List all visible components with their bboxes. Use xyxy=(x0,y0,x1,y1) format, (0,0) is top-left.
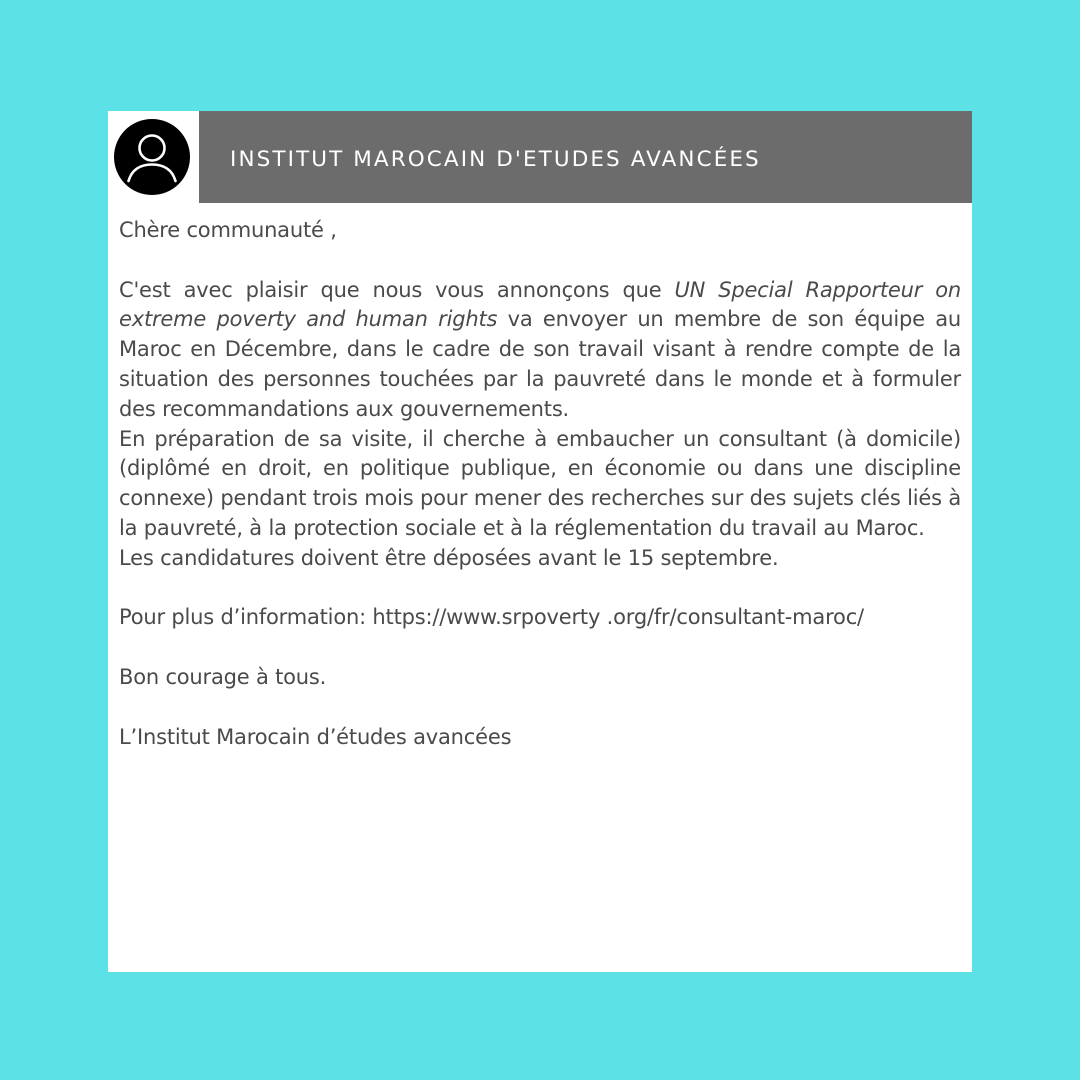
announcement-paragraph xyxy=(119,276,961,425)
header-bar xyxy=(199,111,972,203)
greeting-text: Chère communauté , xyxy=(119,218,337,242)
letter-body xyxy=(119,216,961,752)
signature-text: L’Institut Marocain d’études avancées xyxy=(119,724,512,749)
spacer xyxy=(119,693,961,723)
announcement-card xyxy=(108,111,972,972)
announcement-details: va envoyer un membre de son équipe au Maroc en Décembre, dans le cadre de son travail visant à rendre compte de la situation des personnes touchées par la pauvreté dans le monde et à formuler des recommandations aux gouvernements. xyxy=(119,307,961,421)
deadline-paragraph: Les candidatures doivent être déposées avant le 15 septembre. xyxy=(119,545,779,570)
page-title: INSTITUT MAROCAIN D'ETUDES AVANCÉES xyxy=(230,147,761,172)
rapporteur-name: UN Special Rapporteur on extreme poverty and human rights xyxy=(119,277,961,332)
info-link-paragraph: Pour plus d’information: https://www.srpoverty .org/fr/consultant-maroc/ xyxy=(119,605,864,630)
spacer xyxy=(119,246,961,276)
closing-text: Bon courage à tous. xyxy=(119,664,327,689)
announcement-intro: C'est avec plaisir que nous vous annonçons que xyxy=(119,277,675,302)
spacer xyxy=(119,574,961,604)
user-avatar-icon xyxy=(114,119,190,195)
spacer xyxy=(119,633,961,663)
recruitment-paragraph: En préparation de sa visite, il cherche à embaucher un consultant (à domicile) (diplômé en droit, en politique publique, en économie ou dans une discipline connexe) pendant trois mois pour mener des recherches sur des sujets clés liés à la pauvreté, à la protection sociale et à la réglementation du travail au Maroc. xyxy=(119,426,961,540)
